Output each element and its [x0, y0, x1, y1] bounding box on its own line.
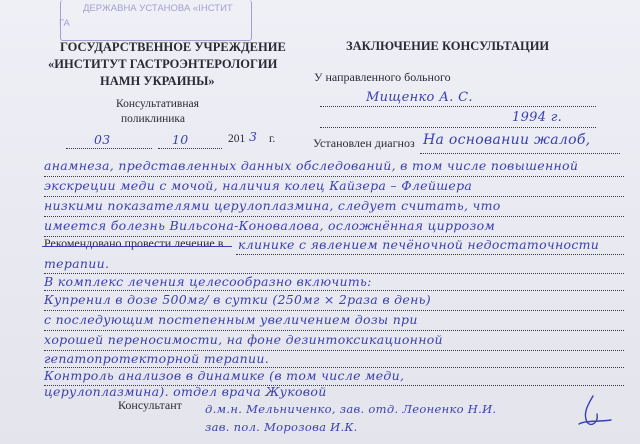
form-title: ЗАКЛЮЧЕНИЕ КОНСУЛЬТАЦИИ — [346, 39, 550, 53]
treatment-continuation: терапии. — [44, 256, 110, 271]
consultant-signature-line2: зав. пол. Морозова И.К. — [205, 420, 358, 434]
patient-year: 1994 г. — [512, 110, 563, 125]
diagnosis-rule-1 — [44, 176, 624, 177]
rec-line-7: церулоплазмина). отдел врача Жуковой — [44, 384, 327, 399]
stamp-text-line1: ДЕРЖАВНА УСТАНОВА «ІНСТИТ — [83, 3, 233, 14]
diagnosis-line-5: имеется болезнь Вильсона-Коновалова, осложнённая циррозом — [44, 218, 496, 233]
diagnosis-label: Установлен диагноз — [313, 136, 415, 150]
patient-name: Мищенко А. С. — [366, 90, 473, 105]
date-day: 03 — [94, 132, 111, 147]
date-month-rule — [158, 148, 222, 149]
diagnosis-line-1: На основании жалоб, — [423, 132, 591, 148]
rec-line-4: хорошей переносимости, на фоне дезинтоксикационной — [44, 332, 443, 347]
stamp-text-line2: ГА — [59, 18, 70, 29]
org-name-line2: «ИНСТИТУТ ГАСТРОЭНТЕРОЛОГИИ — [48, 57, 278, 71]
diagnosis-rule-2 — [44, 196, 624, 197]
patient-label: У направленного больного — [314, 70, 451, 84]
diagnosis-rule-3 — [44, 216, 624, 217]
date-year-digit: 3 — [249, 129, 258, 144]
patient-name-rule — [320, 106, 596, 107]
rec-rule-2 — [44, 330, 624, 331]
rec-line-5: гепатопротекторной терапии. — [44, 351, 269, 366]
rec-line-1: В комплекс лечения целесообразно включить: — [44, 274, 372, 289]
date-year-prefix: 201 — [228, 133, 246, 145]
date-day-rule — [66, 148, 152, 149]
dept-name-line2: поликлиника — [121, 113, 185, 125]
date-year-suffix: г. — [269, 133, 276, 145]
treatment-label: Рекомендовано провести лечение в — [44, 236, 224, 250]
diagnosis-rule-0 — [420, 153, 620, 154]
consultant-signature-line1: д.м.н. Мельниченко, зав. отд. Леоненко Н.И. — [205, 402, 497, 416]
diagnosis-line-3: экскреции меди с мочой, наличия колец Кайзера – Флейшера — [44, 178, 473, 193]
org-name-line1: ГОСУДАРСТВЕННОЕ УЧРЕЖДЕНИЕ — [60, 40, 286, 54]
treatment-label-strikethrough — [42, 246, 232, 247]
rec-line-6: Контроль анализов в динамике (в том числе меди, — [44, 368, 405, 383]
dept-name-line1: Консультативная — [116, 98, 199, 110]
diagnosis-line-4: низкими показателями церулоплазмина, следует считать, что — [44, 198, 501, 213]
signature-scrawl — [575, 392, 615, 432]
rec-rule-0 — [44, 290, 624, 291]
rec-rule-1 — [44, 310, 624, 311]
treatment-rule-0 — [236, 254, 624, 255]
date-month: 10 — [172, 132, 189, 147]
patient-year-rule — [320, 127, 596, 128]
institution-stamp — [60, 0, 252, 41]
rec-line-2: Купренил в дозе 500мг/ в сутки (250мг × 2раза в день) — [44, 292, 431, 307]
consultant-label: Консультант — [118, 398, 182, 412]
diagnosis-line-2: анамнеза, представленных данных обследований, в том числе повышенной — [44, 158, 579, 173]
org-name-line3: НАМН УКРАИНЫ» — [100, 74, 215, 88]
rec-line-3: с последующим постепенным увеличением дозы при — [44, 312, 418, 327]
treatment-inline: клинике с явлением печёночной недостаточности — [238, 237, 600, 252]
